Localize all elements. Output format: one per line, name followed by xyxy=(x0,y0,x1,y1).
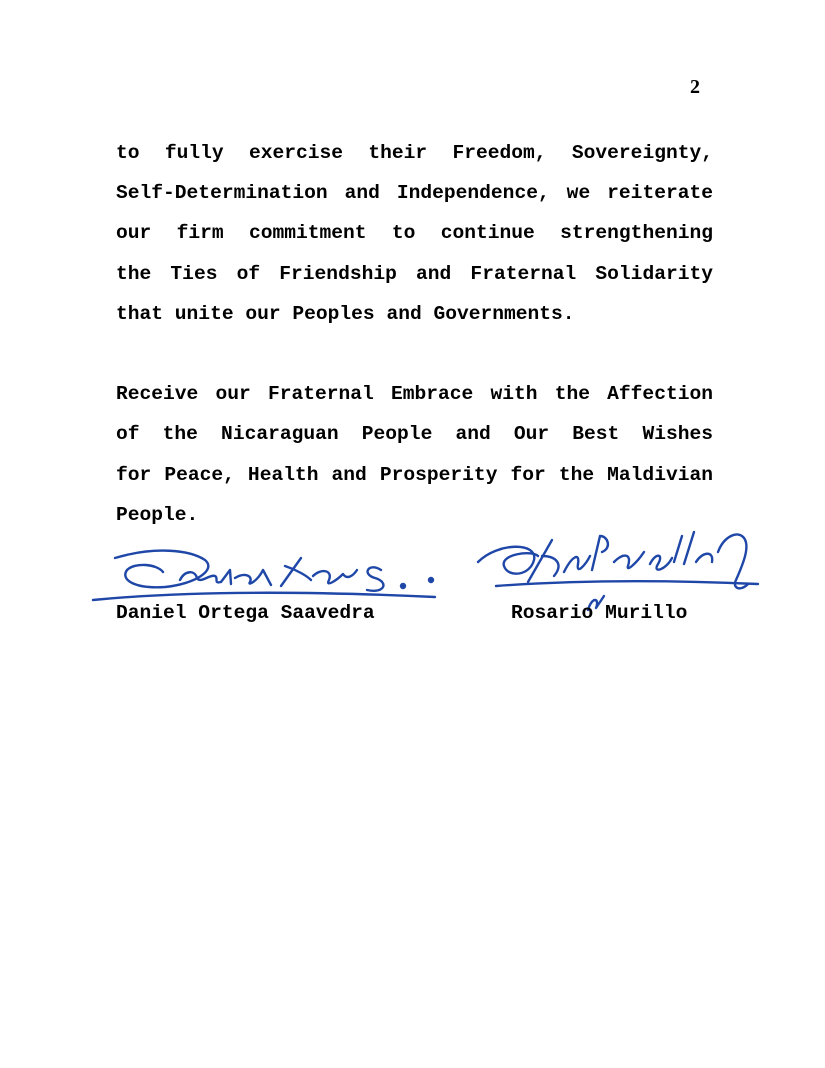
signatory-name-daniel-ortega: Daniel Ortega Saavedra xyxy=(116,602,375,624)
body-line: to fully exercise their Freedom, Sovereignty, xyxy=(116,142,713,164)
body-line: People. xyxy=(116,503,199,526)
signatory-name-rosario-murillo: Rosario Murillo xyxy=(511,602,688,624)
body-line: for Peace, Health and Prosperity for the Maldivian xyxy=(116,463,713,486)
paragraph-gap xyxy=(116,334,726,374)
body-line: our firm commitment to continue strengthening xyxy=(116,222,713,245)
body-line: that unite our Peoples and Governments. xyxy=(116,302,575,325)
body-line: Self-Determination and Independence, we reiterate xyxy=(116,182,713,205)
signature-daniel-ortega xyxy=(85,540,445,610)
page-number: 2 xyxy=(690,76,700,98)
body-line: Receive our Fraternal Embrace with the Affection xyxy=(116,383,713,406)
body-line: the Ties of Friendship and Fraternal Solidarity xyxy=(116,262,713,285)
body-line: of the Nicaraguan People and Our Best Wishes xyxy=(116,423,713,446)
letter-body xyxy=(116,133,726,535)
